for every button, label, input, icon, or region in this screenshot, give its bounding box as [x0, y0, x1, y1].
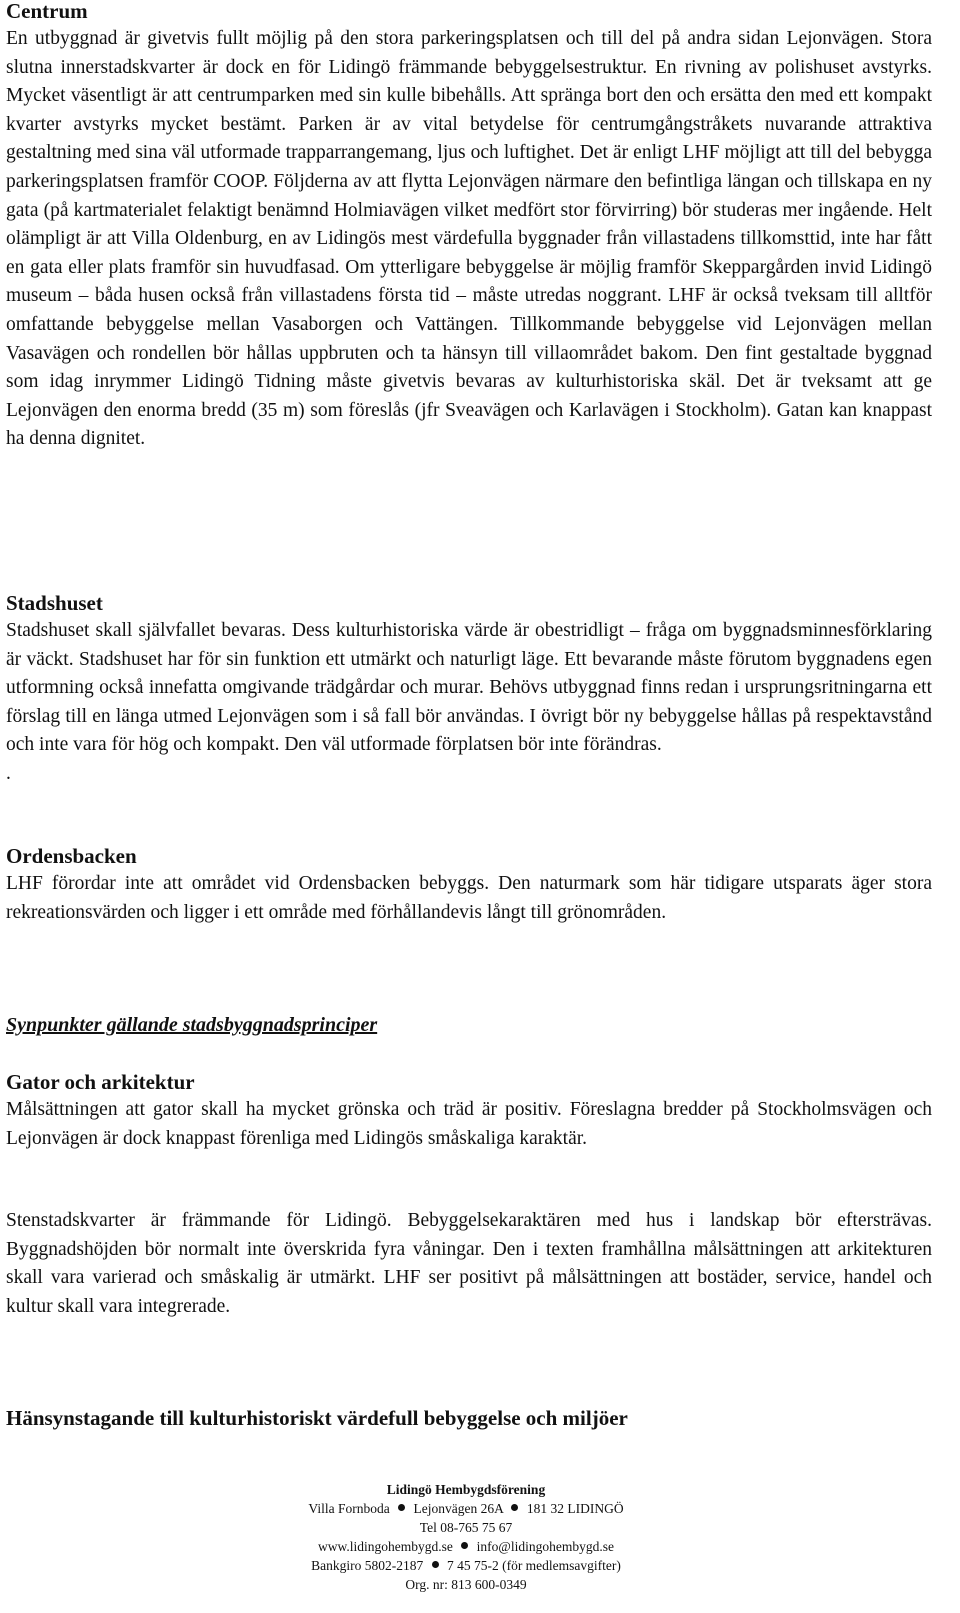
bullet-icon: [432, 1561, 439, 1568]
stray-period: .: [6, 762, 11, 784]
footer-org-number: Org. nr: 813 600-0349: [405, 1577, 527, 1592]
bullet-icon: [398, 1504, 405, 1511]
letterhead-footer: [0, 1480, 932, 1594]
paragraph-ordensbacken: LHF förordar inte att området vid Ordensbacken bebyggs. Den naturmark som här tidigare utsparats äger stora rekreationsvärden och ligger i ett område med förhållandevis långt till grönområden.: [6, 873, 932, 923]
paragraph-centrum: En utbyggnad är givetvis fullt möjlig på den stora parkeringsplatsen och till del på andra sidan Lejonvägen. Stora slutna innerstadskvarter är dock en för Lidingö främmande bebyggelsestruktur. En rivning av polishuset avstyrks. Mycket väsentligt är att centrumparken med sin kulle bibehålls. Att spränga bort den och ersätta den med ett kompakt kvarter avstyrks mycket bestämt. Parken är av vital betydelse för centrumgångstråkets nuvarande attraktiva gestaltning med sina väl utformade trapparrangemang, ljus och luftighet. Det är enligt LHF möjligt att till del bebygga parkeringsplatsen framför COOP. Följderna av att flytta Lejonvägen närmare den befintliga längan och tillskapa en ny gata (på kartmaterialet felaktigt benämnd Holmiavägen vilket medfört stor förvirring) bör studeras mer ingående. Helt olämpligt är att Villa Oldenburg, en av Lidingös mest värdefulla byggnader från villastadens tillkomsttid, inte har fått en gata eller plats framför sin huvudfasad. Om ytterligare bebyggelse är möjlig framför Skeppargården invid Lidingö museum – båda husen också från villastadens första tid – måste utredas noggrant. LHF är också tveksam till alltför omfattande bebyggelse mellan Vasaborgen och Vattängen. Tillkommande bebyggelse vid Lejonvägen mellan Vasavägen och rondellen bör hållas uppbruten och ta hänsyn till villaområdet bakom. Den fint gestaltade byggnad som idag inrymmer Lidingö Tidning måste givetvis bevaras av kulturhistoriska skäl. Det är tveksamt att ge Lejonvägen den enorma bredd (35 m) som föreslås (jfr Sveavägen och Karlavägen i Stockholm). Gatan kan knappast ha denna dignitet.: [6, 28, 932, 450]
footer-phone: Tel 08-765 75 67: [419, 1520, 513, 1535]
footer-address-line-1: Villa Fornboda: [308, 1501, 390, 1516]
footer-web-email: [0, 1537, 932, 1556]
bullet-icon: [511, 1504, 518, 1511]
footer-plusgiro: 7 45 75-2 (för medlemsavgifter): [446, 1558, 621, 1573]
footer-address-line-3: 181 32 LIDINGÖ: [526, 1501, 624, 1516]
bullet-icon: [461, 1542, 468, 1549]
paragraph-stadshuset: Stadshuset skall självfallet bevaras. Dess kulturhistoriska värde är obestridligt – fråga om byggnadsminnesförklaring är väckt. Stadshuset har för sin funktion ett utmärkt och naturligt läge. Ett bevarande måste förutom byggnadens egen utformning också innefatta omgivande trädgårdar och murar. Behövs utbyggnad finns redan i ursprungsritningarna ett förslag till en länga utmed Lejonvägen som i så fall bör användas. I övrigt bör ny bebyggelse hållas på respektavstånd och inte vara för hög och kompakt. Den väl utformade förplatsen bör inte förändras.: [6, 620, 932, 756]
footer-bank: [0, 1556, 932, 1575]
heading-gator: Gator och arkitektur: [6, 1070, 195, 1094]
heading-centrum: Centrum: [6, 0, 88, 23]
footer-org-name: Lidingö Hembygdsförening: [386, 1482, 546, 1497]
paragraph-gator-1: Målsättningen att gator skall ha mycket grönska och träd är positiv. Föreslagna bredder på Stockholmsvägen och Lejonvägen är dock knappast förenliga med Lidingös småskaliga karaktär.: [6, 1099, 932, 1149]
section-title-synpunkter: Synpunkter gällande stadsbyggnadsprinciper: [6, 1014, 378, 1036]
footer-bankgiro: Bankgiro 5802-2187: [311, 1558, 424, 1573]
heading-ordensbacken: Ordensbacken: [6, 844, 137, 868]
footer-email-link[interactable]: info@lidingohembygd.se: [476, 1539, 614, 1554]
footer-address: [0, 1499, 932, 1518]
heading-hansyn: Hänsynstagande till kulturhistoriskt värdefull bebyggelse och miljöer: [6, 1406, 628, 1430]
heading-stadshuset: Stadshuset: [6, 591, 103, 615]
paragraph-gator-2: Stenstadskvarter är främmande för Lidingö. Bebyggelsekaraktären med hus i landskap bör eftersträvas. Byggnadshöjden bör normalt inte överskrida fyra våningar. Den i texten framhållna målsättningen att arkitekturen skall vara varierad och småskalig är utmärkt. LHF ser positivt på målsättningen att bostäder, service, handel och kultur skall vara integrerade.: [6, 1210, 932, 1317]
footer-website-link[interactable]: www.lidingohembygd.se: [318, 1539, 453, 1554]
footer-address-line-2: Lejonvägen 26A: [413, 1501, 504, 1516]
